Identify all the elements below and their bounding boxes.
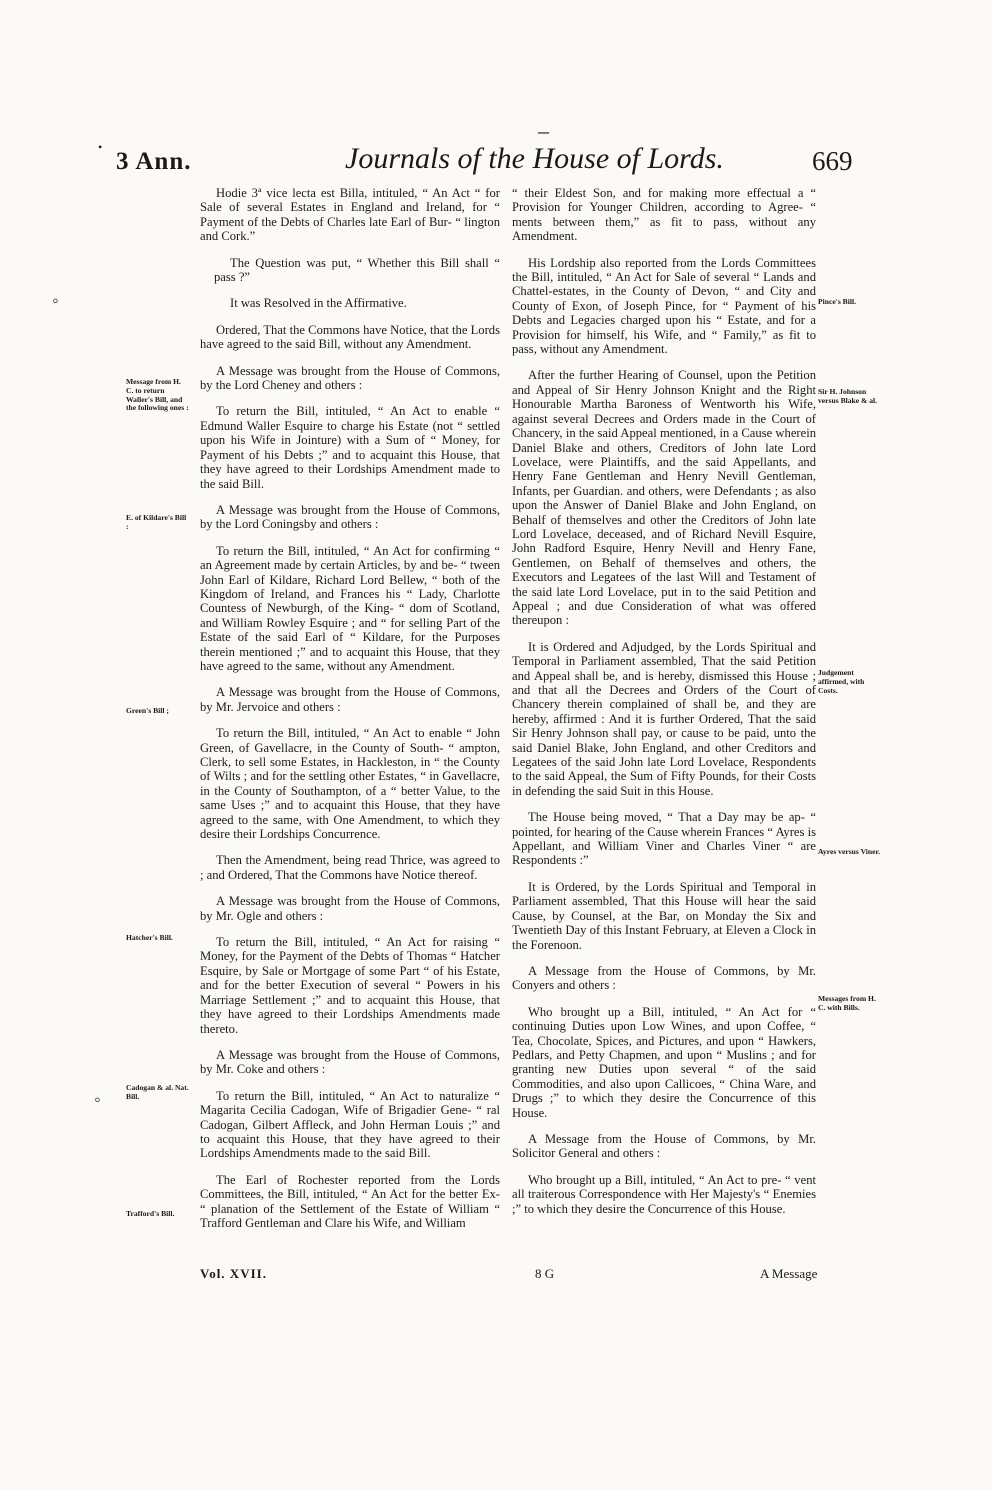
volume-label: Vol. XVII.	[200, 1266, 267, 1281]
margin-note-ayres: Ayres versus Viner.	[818, 847, 881, 856]
para-l5: To return the Bill, intituled, “ An Act to enable “ Edmund Waller Esquire to charge his Estate (not “ settled upon his Wife in Jointure) with a Sum of “ Money, for Payment of his Debts ;” and to acquaint this House, that they have agreed to their Lordships Amendment made to the said Bill.	[200, 404, 500, 491]
para-l9: To return the Bill, intituled, “ An Act to enable “ John Green, of Gavellacre, in the County of South- “ ampton, Clerk, to sell some Estates, in Hackleston, in “ the County of Wilts ; and for the settling other Estates, “ in Gavellacre, in the County of Southampton, of a “ better Value, to the same Uses ;” and to acquaint this House, that they have agreed to the same, with One Amendment, to which they desire their Lordships Concurrence.	[200, 726, 500, 842]
top-dash-mark: –	[538, 118, 549, 143]
page-number: 669	[812, 146, 853, 176]
para-r0: “ their Eldest Son, and for making more effectual a “ Provision for Younger Children, according to Agree- “ ments between them,” as fit to pass, without any Amendment.	[512, 186, 816, 244]
para-r2: After the further Hearing of Counsel, upon the Petition and Appeal of Sir Henry Johnson Knight and the Right Honourable Martha Baroness of Wentworth his Wife, against several Decrees and Orders made in the Court of Chancery, in the said Appeal mentioned, in a Cause wherein Daniel Blake and others, Creditors of John late Lord Lovelace, were Plaintiffs, and the said Appellants, and Henry Fane Gentleman and Henry Nevill Gentleman, Infants, per Guardian. and others, were Defendants ; as also upon the Answer of Daniel Blake and John England, on Behalf of themselves and other the Creditors of John late Lord Lovelace, deceased, and of Richard Nevill Esquire, John Radford Esquire, Henry Nevill and Henry Fane, Gentlemen, on Behalf of themselves and others, the Executors and Legatees of the last Will and Testament of the said late Lord Lovelace, put in to the said Petition and Appeal ; and due Consideration of what was offered thereupon :	[512, 368, 816, 628]
para-r8: A Message from the House of Commons, by Mr. Solicitor General and others :	[512, 1131, 816, 1161]
para-r6: A Message from the House of Commons, by Mr. Conyers and others :	[512, 963, 816, 993]
para-l0: Hodie 3ª vice lecta est Billa, intituled, “ An Act “ for Sale of several Estates in England and Ireland, for “ Payment of the Debts of Charles late Earl of Bur- “ lington and Cork.”	[200, 186, 500, 244]
page-header	[0, 140, 992, 184]
para-r1: His Lordship also reported from the Lords Committees the Bill, intituled, “ An Act for Sale of several “ Lands and Chattel-estates, in the County of Devon, “ and City and County of Exon, of Joseph Pince, for “ Payment of his Debts and Legacies charged upon his “ Estate, and for a Provision for himself, his Wife, and “ Family,” as fit to pass, without any Amendment.	[512, 255, 816, 357]
para-l2: It was Resolved in the Affirmative.	[230, 296, 407, 311]
signature-mark: 8 G	[535, 1266, 555, 1281]
para-l4: A Message was brought from the House of Commons, by the Lord Cheney and others :	[200, 363, 500, 393]
left-column	[200, 186, 500, 1242]
margin-note-pince: Pince's Bill.	[818, 297, 856, 306]
tick-mark: •	[98, 140, 103, 154]
para-l1: The Question was put, “ Whether this Bill shall “ pass ?”	[214, 255, 500, 285]
para-r5: It is Ordered, by the Lords Spiritual and Temporal in Parliament assembled, That this House will hear the said Cause, by Counsel, at the Bar, on Monday the Six and Twentieth Day of this Instant February, at Eleven a Clock in the Forenoon.	[512, 879, 816, 952]
para-r7: Who brought up a Bill, intituled, “ An Act for “ continuing Duties upon Low Wines, and upon Coffee, “ Tea, Chocolate, Spices, and Pictures, and upon “ Hawkers, Pedlars, and Petty Chapmen, and upon “ Muslins ; and for granting new Duties upon several “ of the said Commodities, and also upon Callicoes, “ China Ware, and Drugs ;” to which they desire the Concurrence of this House.	[512, 1004, 816, 1120]
margin-note-kildare: E. of Kildare's Bill :	[126, 513, 187, 531]
para-l3: Ordered, That the Commons have Notice, that the Lords have agreed to the said Bill, without any Amendment.	[200, 322, 500, 352]
para-l13: A Message was brought from the House of Commons, by Mr. Coke and others :	[200, 1047, 500, 1077]
para-l15: The Earl of Rochester reported from the Lords Committees, the Bill, intituled, “ An Act for the better Ex- “ planation of the Settlement of the Estate of William “ Trafford Gentleman and Clare his Wife, and William	[200, 1172, 500, 1230]
para-r3: It is Ordered and Adjudged, by the Lords Spiritual and Temporal in Parliament assembled, That the said Petition and Appeal shall be, and is hereby, dismissed this House ; and that all the Decrees and Orders of the Court of Chancery therein complained of shall be, and they are hereby, affirmed : And it is further Ordered, That the said Sir Henry Johnson shall pay, or cause to be paid, unto the said Daniel Blake, John England, and other Creditors and Legatees of the said John late Lord Lovelace, Respondents to the said Appeal, the Sum of Fifty Pounds, for their Costs in defending the said Suit in this House.	[512, 639, 816, 798]
para-l8: A Message was brought from the House of Commons, by Mr. Jervoice and others :	[200, 685, 500, 714]
right-column	[512, 186, 816, 1228]
margin-note-hatcher: Hatcher's Bill.	[126, 933, 173, 942]
margin-note-johnson: Sir H. Johnson versus Blake & al.	[818, 387, 878, 405]
margin-note-green: Green's Bill ;	[126, 706, 169, 715]
para-l14: To return the Bill, intituled, “ An Act to naturalize “ Magarita Cecilia Cadogan, Wife of Brigadier Gene- “ ral Cadogan, Gilbert Affleck, and John Herman Louis ;” and to acquaint this House, that they have agreed to their Lordships Amendments made to the said Bill.	[200, 1088, 500, 1161]
para-l6: A Message was brought from the House of Commons, by the Lord Coningsby and others :	[200, 502, 500, 532]
para-l12: To return the Bill, intituled, “ An Act for raising “ Money, for the Payment of the Debts of Thomas “ Hatcher Esquire, by Sale or Mortgage of some Part “ of his Estate, and for the better Execution of several “ Powers in his Marriage Settlement ;” and to acquaint this House, that they have agreed to their Lordships Amendments made thereto.	[200, 935, 500, 1036]
para-r9: Who brought up a Bill, intituled, “ An Act to pre- “ vent all traiterous Correspondence with Her Majesty's “ Enemies ;” to which they desire the Concurrence of this House.	[512, 1172, 816, 1216]
left-bullet-mark: ⸰	[52, 294, 59, 308]
para-r4: The House being moved, “ That a Day may be ap- “ pointed, for hearing of the Cause wherein Frances “ Ayres is Appellant, and William Viner and Charles Viner “ are Respondents :”	[512, 810, 816, 868]
left-bullet-mark-2: ⸰	[94, 1093, 101, 1107]
margin-note-trafford: Trafford's Bill.	[126, 1209, 175, 1218]
regnal-year: 3 Ann.	[116, 148, 192, 175]
para-l10: Then the Amendment, being read Thrice, was agreed to ; and Ordered, That the Commons have Notice thereof.	[200, 853, 500, 882]
running-title: Journals of the House of Lords.	[345, 142, 724, 175]
margin-note-judgement: Judgement affirmed, with Costs.	[818, 668, 865, 695]
margin-note-waller: Message from H. C. to return Waller's Bill, and the following ones :	[126, 377, 189, 413]
catchword: A Message	[760, 1266, 818, 1281]
margin-note-messages: Messages from H. C. with Bills.	[818, 994, 876, 1012]
para-l11: A Message was brought from the House of Commons, by Mr. Ogle and others :	[200, 894, 500, 923]
margin-note-cadogan: Cadogan & al. Nat. Bill.	[126, 1083, 189, 1101]
para-l7: To return the Bill, intituled, “ An Act for confirming “ an Agreement made by certain Articles, by and be- “ tween John Earl of Kildare, Richard Lord Bellew, “ both of the Kingdom of Ireland, and Frances his “ Lady, Charlotte Countess of Newburgh, of the King- “ dom of Scotland, and William Rowley Esquire ; and “ for selling Part of the Estate of the said Earl of “ Kildare, for the Purposes therein mentioned ;” and to acquaint this House, that they have agreed to the same, without any Amendment.	[200, 543, 500, 673]
